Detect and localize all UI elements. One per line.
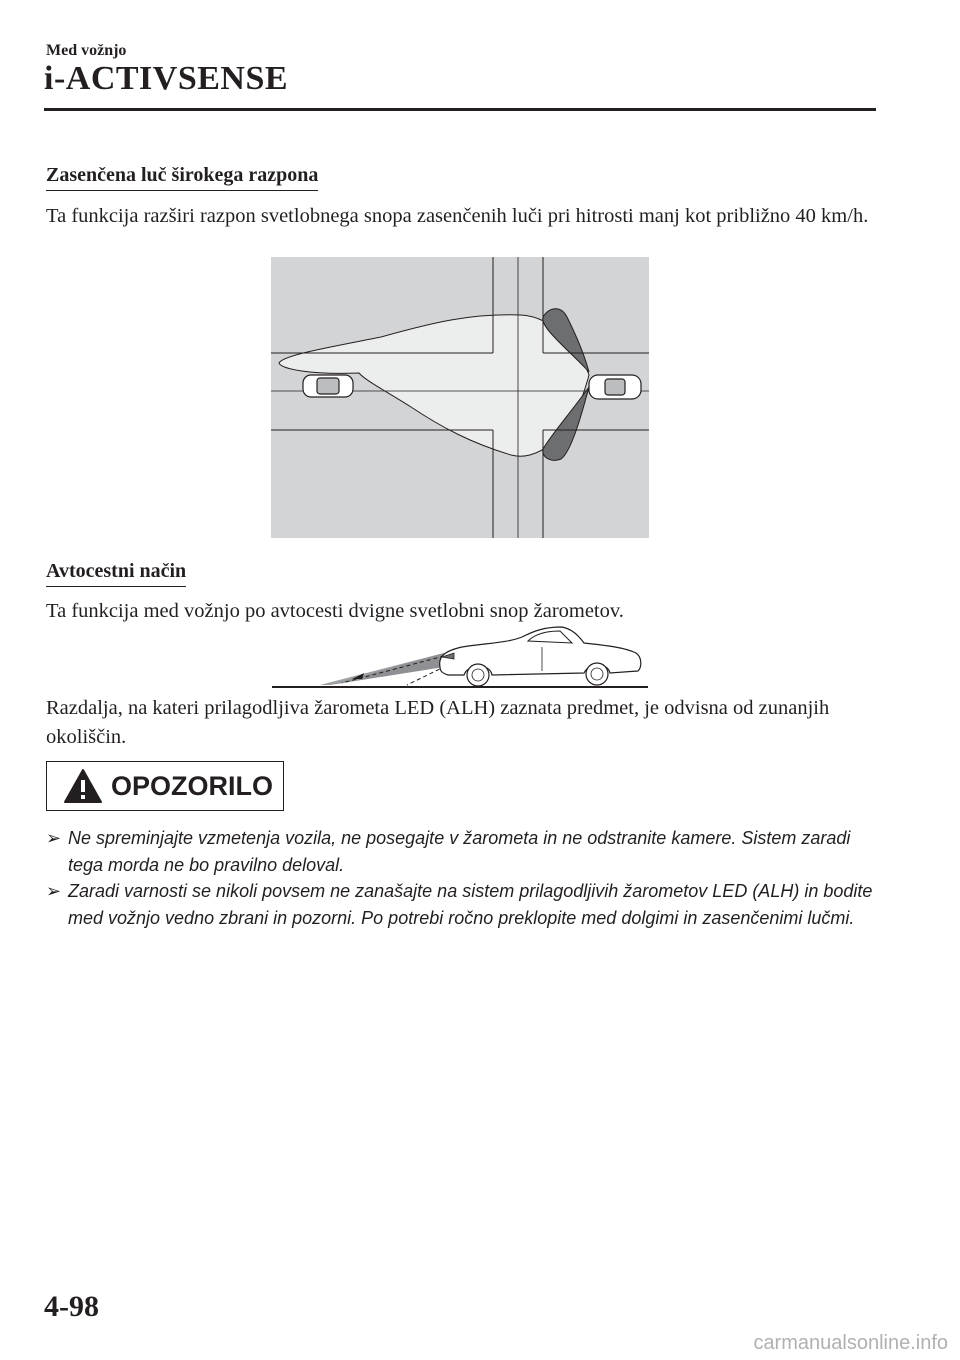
watermark: carmanualsonline.info [753, 1332, 948, 1354]
wide-range-description: Ta funkcija razširi razpon svetlobnega snopa zasenčenih luči pri hitrosti manj kot približno 40 km/h. [46, 205, 869, 227]
header-divider [44, 108, 876, 111]
chapter-title: i-ACTIVSENSE [44, 60, 289, 97]
section-heading-highway-mode: Avtocestni način [46, 560, 186, 587]
section-label: Med vožnjo [46, 42, 127, 59]
oncoming-car [303, 375, 353, 397]
highway-beam-illustration [272, 623, 648, 690]
front-wheel [467, 664, 489, 686]
intersection-illustration [271, 257, 649, 538]
warning-box [46, 761, 284, 811]
warning-triangle-icon [63, 768, 103, 804]
warning-item-text: Ne spreminjajte vzmetenja vozila, ne posegajte v žarometa in ne odstranite kamere. Sistem zaradi tega morda ne bo pravilno deloval. [68, 828, 851, 875]
warning-label: OPOZORILO [111, 770, 273, 801]
bullet-arrow-icon: ➢ [46, 881, 62, 901]
rear-wheel [586, 663, 608, 685]
detection-distance-note: Razdalja, na kateri prilagodljiva žarometa LED (ALH) zaznata predmet, je odvisna od zunanjih okoliščin. [46, 697, 830, 748]
warning-item [46, 878, 876, 931]
highway-mode-description: Ta funkcija med vožnjo po avtocesti dvigne svetlobni snop žarometov. [46, 600, 624, 622]
warning-item [46, 825, 876, 878]
bullet-arrow-icon: ➢ [46, 828, 62, 848]
page-number: 4-98 [44, 1290, 99, 1323]
own-car [589, 375, 641, 399]
warning-item-text: Zaradi varnosti se nikoli povsem ne zanašajte na sistem prilagodljivih žarometov LED (ALH) in bodite med vožnjo vedno zbrani in pozorni. Po potrebi ročno preklopite med dolgimi in zasenčenimi lučmi. [68, 881, 873, 928]
warning-list [46, 825, 876, 931]
section-heading-wide-range-low-beam: Zasenčena luč širokega razpona [46, 164, 318, 191]
